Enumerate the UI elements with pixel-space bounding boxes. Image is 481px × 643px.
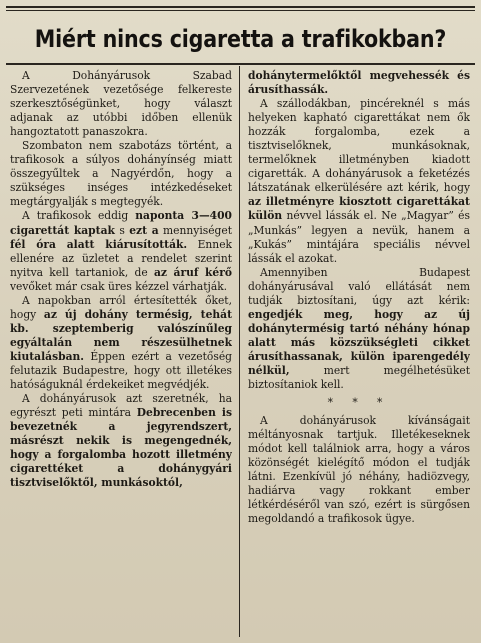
- body-text: névvel lássák el. Ne „Magyar” és „Munkás” legyen a nevük, hanem a „Kukás” mintájára speciális névvel lássák el azokat.: [248, 209, 470, 265]
- bold-text: Debrecenben is bevezetnék a jegyrendszert, másrészt nekik is megengednék, hogy a forgalomba hozott illetmény cigarettéket a dohánygyári tisztviselőktől, munkásoktól,: [10, 406, 232, 490]
- body-text: A dohányárusok azt szeretnék, ha egyrészt peti mintára: [10, 392, 232, 420]
- body-text: s: [114, 223, 130, 237]
- bold-text: az új dohány termésig, tehát kb. szeptemberig valószínűleg egyáltalán nem részesülhetnek kiutalásban.: [10, 307, 232, 363]
- article-paragraph: [248, 97, 470, 266]
- bold-text: engedjék meg, hogy az új dohánytermésig tartó néhány hónap alatt más közszükségleti cikket árusíthassanak, külön iparengedély nélkül,: [248, 307, 470, 377]
- article-paragraph: [10, 69, 232, 139]
- article-paragraph: [248, 266, 470, 392]
- body-text: mert megélhetésüket biztosítaniok kell.: [248, 363, 470, 392]
- body-text: A napokban arról értesítették őket, hogy: [10, 293, 232, 321]
- bold-text: fél óra alatt kiárusították.: [10, 237, 188, 251]
- body-text: A trafikosok eddig: [22, 209, 136, 223]
- body-text: Éppen ezért a vezetőség felutazik Budapestre, hogy ott illetékes hatóságuknál érdekeiket megvédjék.: [10, 349, 232, 392]
- left-column: [10, 69, 232, 637]
- article-paragraph: [10, 294, 232, 392]
- top-rule-thin: [6, 10, 475, 11]
- article-paragraph: [10, 209, 232, 293]
- body-text: mennyiséget: [158, 223, 232, 237]
- body-text: vevőket már csak üres kézzel várhatják.: [10, 279, 228, 293]
- article-paragraph: [248, 414, 470, 526]
- bold-text: az illetményre kiosztott cigarettákat külön: [248, 195, 470, 223]
- body-text: Amennyiben Budapest dohányárusával való ellátását nem tudják biztosítani, úgy azt kérik:: [248, 265, 470, 307]
- body-text: * * *: [327, 396, 391, 410]
- right-column: [248, 69, 470, 637]
- section-separator: [248, 396, 470, 410]
- body-text: A dohányárusok kívánságait méltányosnak tartjuk. Illetékeseknek módot kell találniok arra, hogy a város közönségét kielégítő módon el tudják látni. Ezenkívül jó néhány, hadiözvegy, hadiárva vagy rokkant ember létkérdéséről van szó, ezért is sürgősen megoldandó a trafikosok ügye.: [248, 414, 470, 526]
- bold-text: dohánytermelőktől megvehessék és árusíthassák.: [248, 69, 470, 97]
- bold-text: az áruf kérő: [153, 265, 232, 279]
- column-divider: [239, 66, 240, 637]
- bold-text: naponta 3—400 cigarettát kaptak: [10, 209, 232, 237]
- top-rule: [6, 6, 475, 8]
- body-text: A szállodákban, pincéreknél s más helyeken kapható cigarettákat nem ők hozzák forgalomba, ezek a tisztviselőknek, munkásoknak, termelőknek illetményben kiadott cigaretták. A dohányárusok a feketézés látszatának elkerülésére azt kérik, hogy: [248, 97, 470, 195]
- article-headline: Miért nincs cigaretta a trafikokban?: [34, 25, 447, 53]
- article-paragraph: [248, 69, 470, 97]
- bold-text: ezt a: [129, 223, 159, 237]
- headline-rule: [6, 63, 475, 65]
- article-paragraph: [10, 392, 232, 490]
- body-text: Szombaton nem szabotázs történt, a trafikosok a súlyos dohányínség miatt összegyűltek a Nagyérdőn, hogy a szükséges inséges intézkedéseket megtárgyalják s megtegyék.: [10, 139, 232, 209]
- body-text: Ennek ellenére az üzletet a rendelet szerint nyitva kell tartaniok, de: [10, 237, 232, 279]
- body-text: A Dohányárusok Szabad Szervezetének vezetősége felkereste szerkesztőségünket, hogy választ adjanak az utóbbi időben ellenük hangoztatott panaszokra.: [10, 69, 232, 139]
- article-paragraph: [10, 139, 232, 209]
